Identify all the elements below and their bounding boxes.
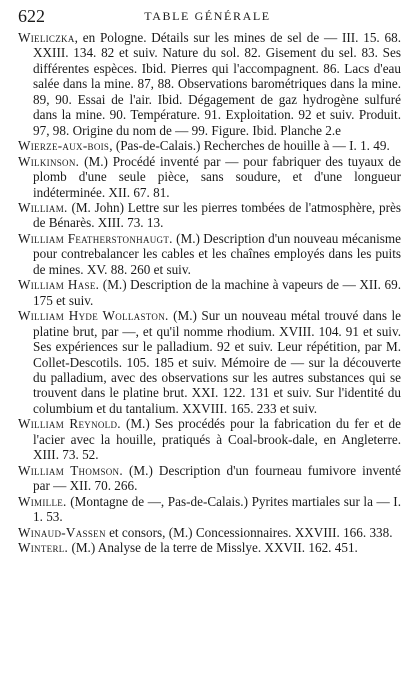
- entry-text: (Montagne de —, Pas-de-Calais.) Pyrites martiales sur la — I. 1. 53.: [33, 493, 401, 525]
- entry-text: , (Pas-de-Calais.) Recherches de houille à — I. 1. 49.: [109, 138, 390, 154]
- index-entry: [18, 30, 401, 138]
- page-number: 622: [18, 6, 45, 26]
- index-entry: [18, 494, 401, 525]
- entry-name: William Reynold.: [18, 416, 121, 432]
- entry-name: Wierze-aux-bois: [18, 138, 110, 154]
- entry-name: Wilkinson.: [18, 153, 80, 169]
- entry-text: (M. John) Lettre sur les pierres tombées de l'atmosphère, près de Bénarès. XIII. 73. 13.: [33, 199, 401, 231]
- entry-text: (M.) Description d'un fourneau fumivore inventé par — XII. 70. 266.: [33, 462, 401, 494]
- index-entry: [18, 138, 401, 153]
- index-entry: [18, 416, 401, 462]
- index-entry: [18, 200, 401, 231]
- running-head: TABLE GÉNÉRALE: [144, 9, 271, 23]
- entry-text: (M.) Sur un nouveau métal trouvé dans le platine brut, par —, et qu'il nomme rhodium. XVIII. 104. 91 et suiv. Ses expériences sur le palladium. 92 et suiv. Leur répétition, par M. Collet-Descotils. 105. 185 et suiv. Mémoire de — sur la découverte du palladium, avec des observations sur les autres substances qui se trouvent dans le platine brut. XXI. 122. 131 et suiv. Sur l'identité du columbium et du tantalium. XXVIII. 165. 233 et suiv.: [33, 308, 401, 416]
- entry-text: (M.) Description de la machine à vapeurs de — XII. 69. 175 et suiv.: [33, 277, 401, 308]
- entry-text: et consors, (M.) Concessionnaires. XXVIII. 166. 338.: [105, 524, 393, 540]
- entry-name: Winterl.: [18, 539, 69, 555]
- index-entry: [18, 154, 401, 200]
- entry-name: William Featherstonhaugt.: [18, 230, 173, 246]
- entry-name: William Hase.: [18, 277, 100, 293]
- index-entry: [18, 540, 401, 555]
- entry-name: Winaud-Vassen: [18, 524, 106, 540]
- entry-name: Wieliczka: [18, 30, 75, 45]
- index-entry: [18, 231, 401, 277]
- index-entry: [18, 525, 401, 540]
- index-entry: [18, 463, 401, 494]
- entry-name: William Thomson.: [18, 462, 123, 478]
- entry-text: , en Pologne. Détails sur les mines de sel de — III. 15. 68. XXIII. 134. 82 et suiv. Nature du sol. 82. Gisement du sel. 83. Ses différentes espèces. Ibid. Pierres qui l'accompagnent. 86. Lacs d'eau salée dans la mine. 87, 88. Observations barométriques dans la mine. 89, 90. Essai de l'air. Ibid. Dégagement de gaz hydrogène sulfuré dans la mine. 90. Température. 91. Exploitation. 92 et suiv. Produit. 97, 98. Origine du nom de — 99. Figure. Ibid. Planche 2.e: [33, 30, 401, 138]
- index-entry: [18, 277, 401, 308]
- entry-text: (M.) Analyse de la terre de Misslye. XXVII. 162. 451.: [68, 539, 358, 555]
- entry-name: William.: [18, 199, 68, 215]
- index-entries: [18, 30, 401, 555]
- entry-name: Wimille.: [18, 493, 67, 509]
- entry-name: William Hyde Wollaston.: [18, 308, 169, 324]
- page-header: [18, 6, 397, 26]
- index-entry: [18, 308, 401, 416]
- entry-text: (M.) Description d'un nouveau mécanisme pour contrebalancer les cables et les chaînes employés dans les puits de mines. XV. 88. 260 et suiv.: [33, 230, 402, 277]
- entry-text: (M.) Procédé inventé par — pour fabriquer des tuyaux de plomb d'une seule pièce, sans soudure, et d'une longueur indéterminée. XII. 67. 81.: [33, 153, 401, 200]
- entry-text: (M.) Ses procédés pour la fabrication du fer et de l'acier avec la houille, pratiqués à Coal-brook-dale, en Angleterre. XIII. 73. 52.: [33, 416, 401, 463]
